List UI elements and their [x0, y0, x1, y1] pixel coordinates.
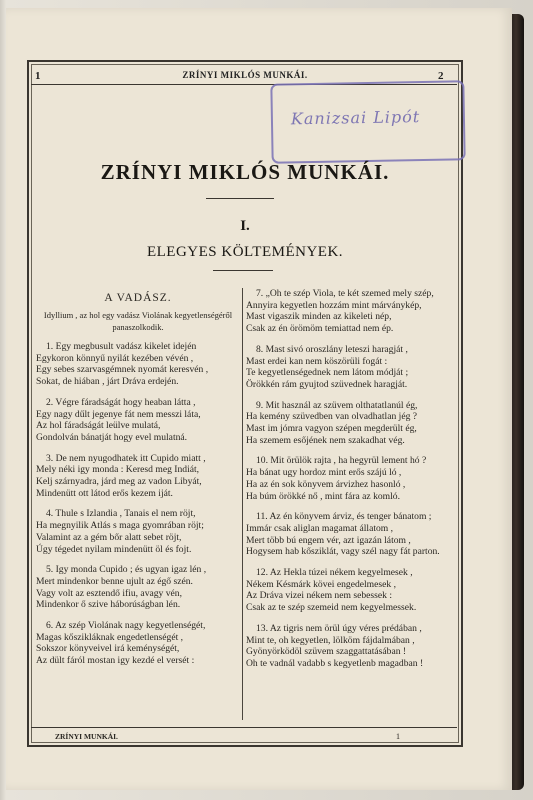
verse-line: 13. Az tigris nem örül úgy véres prédában , — [256, 622, 422, 634]
verse-line: Ha bánat ugy hordoz mint erős szájú ló , — [246, 467, 402, 479]
stanza — [36, 564, 240, 611]
right-column — [246, 288, 452, 679]
verse-line: Az dült fáról mostan igy kezdé el versét : — [36, 655, 195, 667]
verse-line: Ha megnyilik Atlás s maga gyomrában röjt; — [36, 520, 204, 532]
verse-line: 10. Mit örülök rajta , ha hegyrül lement hó ? — [256, 455, 427, 467]
section-rule — [213, 270, 273, 271]
verse-line: Mint te, oh kegyetlen, lölköm fájdalmában , — [246, 634, 415, 646]
verse-line: Mast vigaszik minden az kikeleti nép, — [246, 311, 392, 323]
page-title: ZRÍNYI MIKLÓS MUNKÁI. — [100, 160, 390, 184]
stanza — [36, 453, 240, 500]
verse-line: Az Dráva vizei nékem nem sebessek : — [246, 590, 392, 602]
verse-line: Mindenkor ő szive háborúságban lén. — [36, 599, 181, 611]
stanza — [246, 623, 452, 670]
verse-line: Mast im jómra vagyon szépen megderült ég, — [246, 423, 417, 435]
verse-line: Te kegyetlenségednek nem látom módját ; — [246, 367, 409, 379]
left-column — [36, 288, 240, 676]
verse-line: Ha kemény szüvedben van olvadhatlan jég ? — [246, 411, 418, 423]
footer-rule — [31, 727, 457, 728]
column-divider — [242, 288, 243, 720]
verse-line: Mast erdei kan nem köszörüli fogát : — [246, 355, 388, 367]
verse-line: 11. Az én könyvem árviz, és tenger bánatom ; — [256, 511, 432, 523]
verse-line: Egy sebes szarvasgémnek nyomát keresvén , — [36, 364, 209, 376]
verse-line: Vagy volt az esztendő ifiu, avagy vén, — [36, 587, 182, 599]
verse-line: Hogysem hab kősziklát, vagy szél nagy fát parton. — [246, 546, 440, 558]
verse-line: Kelj szárnyadra, járd meg az vadon Libyát, — [36, 476, 202, 488]
verse-line: Gyönyörködöl szüvem szaggattatásában ! — [246, 646, 407, 658]
verse-line: 1. Egy megbusult vadász kikelet idején — [46, 341, 197, 352]
verse-line: Ha az én sok könyvem árvizhez hasonló , — [246, 478, 406, 490]
verse-line: Annyira kegyetlen hozzám mint márványkép, — [246, 299, 422, 311]
verse-line: Egy nagy dűlt jegenye fát nem messzi láta, — [36, 408, 201, 420]
verse-line: Csak az te szép szemeid nem kegyelmessek. — [246, 602, 417, 614]
verse-line: Oh te vadnál vadabb s kegyetlenb magadban ! — [246, 657, 424, 669]
stamp-text: Kanizsai Lipót — [290, 107, 421, 129]
stanza — [246, 511, 452, 558]
verse-line: Mely néki igy monda : Keresd meg Indiát, — [36, 464, 200, 476]
page-number-right: 2 — [438, 70, 444, 82]
verse-line: 12. Az Hekla túzei nékem kegyelmesek , — [256, 567, 413, 579]
stanza — [36, 508, 240, 555]
verse-line: Valamint az a gém bőr alatt sebet röjt, — [36, 531, 182, 543]
verse-line: Örökkén rám gyujtod szüvednek haragját. — [246, 378, 408, 390]
stanza — [36, 397, 240, 444]
footer-signature: ZRÍNYI MUNKÁI. — [55, 732, 118, 741]
verse-line: Immár csak aliglan magamat állatom , — [246, 522, 394, 534]
verse-line: 3. De nem nyugodhatek itt Cupido miatt , — [46, 452, 206, 464]
verse-line: Ha búm örökké nő , mint fára az komló. — [246, 490, 400, 502]
running-title: ZRÍNYI MIKLÓS MUNKÁI. — [182, 70, 308, 80]
verse-line: Nékem Késmárk kövei engedelmesek , — [246, 578, 396, 590]
verse-line: 9. Mit használ az szüvem olthatatlanúl ég, — [256, 399, 418, 411]
verse-line: 8. Mast sivó oroszlány leteszi haragját , — [256, 343, 408, 355]
verse-line: Csak az én örömöm temiattad nem ép. — [246, 323, 394, 335]
verse-line: Sokat, de hiában , járt Dráva erdején. — [36, 376, 179, 388]
poem-title: A VADÁSZ. — [104, 292, 172, 304]
title-rule — [206, 198, 274, 199]
verse-line: Magas kőszikláknak engedetlenségét , — [36, 631, 184, 643]
verse-line: 4. Thule s Izlandia , Tanais el nem röjt, — [46, 508, 196, 520]
verse-line: Mindenütt ott látod erős kezem iját. — [36, 487, 173, 499]
stanza — [246, 455, 452, 502]
verse-line: Úgy tégedet nyilam mindenütt öl és fojt. — [36, 543, 192, 555]
verse-line: 6. Az szép Violának nagy kegyetlenségét, — [46, 620, 206, 632]
stanza — [246, 567, 452, 614]
verse-line: Mert több bú engem vér, azt igazán látom , — [246, 534, 411, 546]
verse-line: Gondolván bánatját hogy evel mulatná. — [36, 431, 188, 443]
page-number-left: 1 — [35, 70, 41, 82]
poem-subtitle: Idyllium , az hol egy vadász Violának kegyetlenségéről panaszolkodik. — [43, 310, 233, 332]
verse-line: Mert mindenkor benne ujult az égő szén. — [36, 575, 193, 587]
verse-line: Sokszor könyveivel irá keménységét, — [36, 643, 180, 655]
library-stamp — [270, 80, 465, 163]
verse-line: 2. Végre fáradságát hogy heaban látta , — [46, 396, 196, 408]
stanza — [36, 620, 240, 667]
stanza — [36, 341, 240, 388]
footer-number: 1 — [396, 732, 400, 741]
verse-line: 7. „Oh te szép Viola, te két szemed mely szép, — [256, 288, 434, 299]
verse-line: Ha szemem esőjének nem szakadhat vég. — [246, 434, 405, 446]
stanza — [246, 288, 452, 335]
stanza — [246, 400, 452, 447]
section-number: I. — [240, 218, 250, 234]
verse-line: Egykoron könnyű nyilát kezében vévén , — [36, 352, 194, 364]
stanza — [246, 344, 452, 391]
verse-line: 5. Igy monda Cupido ; és ugyan igaz lén , — [46, 564, 207, 576]
verse-line: Az hol fáradságát leülve mulatá, — [36, 420, 161, 432]
section-title: ELEGYES KÖLTEMÉNYEK. — [146, 244, 344, 260]
